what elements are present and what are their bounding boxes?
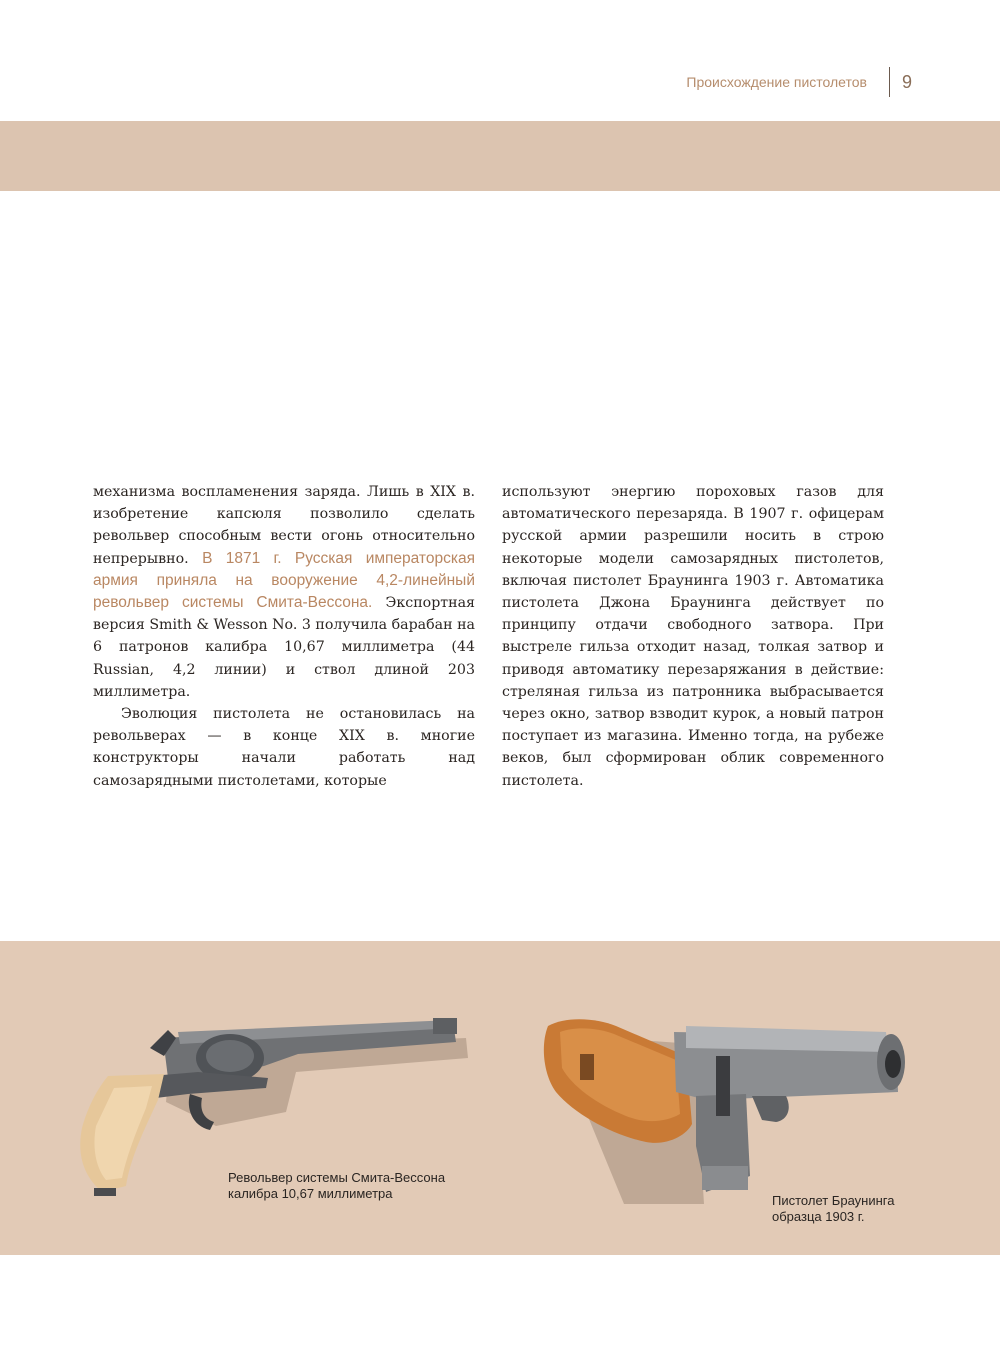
caption-line: калибра 10,67 миллиметра [228,1186,393,1201]
top-decorative-band [0,121,1000,191]
caption-line: Пистолет Браунинга [772,1193,895,1208]
header-divider [889,67,890,97]
caption-line: Револьвер системы Смита-Вессона [228,1170,446,1185]
revolver-caption [228,1170,445,1202]
paragraph-text: механизма воспламенения заряда. Лишь в XIX в. изобретение капсюля позволило сделать револьвер способным вести огонь относительно непрерывно. [93,484,475,567]
caption-line: образца 1903 г. [772,1209,865,1224]
pistol-caption [772,1193,894,1225]
page-number: 9 [901,71,912,92]
paragraph [93,481,475,703]
paragraph-text: Экспортная версия Smith & Wesson No. 3 получила барабан на 6 патронов калибра 10,67 миллиметра (44 Russian, 4,2 линии) и ствол длиной 203 миллиметра. [93,595,475,700]
highlighted-text: В 1871 г. Русская императорская армия приняла на вооружение 4,2-линейный револьвер системы Смита-Вессона. [93,549,475,612]
paragraph: Эволюция пистолета не остановилась на револьверах — в конце XIX в. многие конструкторы начали работать над самозарядными пистолетами, которые [93,706,475,789]
running-header [686,66,912,98]
text-column-left [93,481,475,792]
text-column-right [502,481,884,792]
browning-pistol-image [536,996,916,1206]
section-title: Происхождение пистолетов [686,74,867,90]
paragraph: используют энергию пороховых газов для автоматического перезаряда. В 1907 г. офицерам русской армии разрешили носить в строю некоторые модели самозарядных пистолетов, включая пистолет Браунинга 1903 г. Автоматика пистолета Джона Браунинга действует по принципу отдачи свободного затвора. При выстреле гильза отходит назад, толкая затвор и приводя автоматику перезаряжания в действие: стреляная гильза из патронника выбрасывается через окно, затвор взводит курок, а новый патрон поступает из магазина. Именно тогда, на рубеже веков, был сформирован облик современного пистолета. [502,484,884,789]
